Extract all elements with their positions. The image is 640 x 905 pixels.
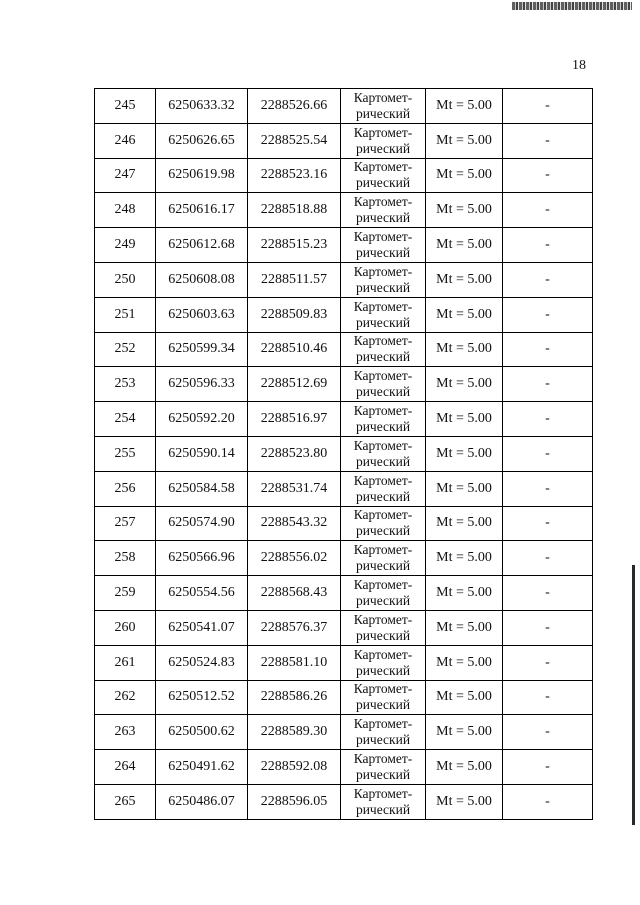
note-cell: - bbox=[503, 471, 593, 506]
method-line: Картомет- bbox=[353, 577, 413, 593]
x-coordinate-cell: 6250524.83 bbox=[156, 645, 248, 680]
method-cell bbox=[341, 715, 426, 750]
note-cell: - bbox=[503, 193, 593, 228]
y-coordinate-cell: 2288576.37 bbox=[248, 610, 341, 645]
method-line: Картомет- bbox=[353, 403, 413, 419]
x-coordinate-cell: 6250491.62 bbox=[156, 750, 248, 785]
table-row bbox=[95, 471, 593, 506]
point-number-cell: 258 bbox=[95, 541, 156, 576]
method-line: рический bbox=[355, 523, 411, 539]
accuracy-cell: Mt = 5.00 bbox=[426, 193, 503, 228]
y-coordinate-cell: 2288525.54 bbox=[248, 123, 341, 158]
method-cell bbox=[341, 436, 426, 471]
method-line: Картомет- bbox=[353, 751, 413, 767]
method-cell bbox=[341, 158, 426, 193]
method-line: рический bbox=[355, 140, 411, 156]
table-row bbox=[95, 680, 593, 715]
accuracy-cell: Mt = 5.00 bbox=[426, 123, 503, 158]
y-coordinate-cell: 2288526.66 bbox=[248, 89, 341, 124]
accuracy-cell: Mt = 5.00 bbox=[426, 471, 503, 506]
method-line: рический bbox=[355, 697, 411, 713]
y-coordinate-cell: 2288518.88 bbox=[248, 193, 341, 228]
accuracy-cell: Mt = 5.00 bbox=[426, 750, 503, 785]
method-cell bbox=[341, 297, 426, 332]
point-number-cell: 259 bbox=[95, 576, 156, 611]
y-coordinate-cell: 2288523.80 bbox=[248, 436, 341, 471]
point-number-cell: 253 bbox=[95, 367, 156, 402]
method-line: Картомет- bbox=[353, 507, 413, 523]
note-cell: - bbox=[503, 576, 593, 611]
method-line: Картомет- bbox=[353, 333, 413, 349]
method-line: рический bbox=[355, 732, 411, 748]
y-coordinate-cell: 2288509.83 bbox=[248, 297, 341, 332]
table-row bbox=[95, 297, 593, 332]
point-number-cell: 263 bbox=[95, 715, 156, 750]
x-coordinate-cell: 6250596.33 bbox=[156, 367, 248, 402]
point-number-cell: 262 bbox=[95, 680, 156, 715]
coordinates-table-body bbox=[95, 89, 593, 820]
y-coordinate-cell: 2288511.57 bbox=[248, 262, 341, 297]
method-line: Картомет- bbox=[353, 124, 413, 140]
note-cell: - bbox=[503, 506, 593, 541]
table-row bbox=[95, 576, 593, 611]
method-line: Картомет- bbox=[353, 611, 413, 627]
method-cell bbox=[341, 610, 426, 645]
point-number-cell: 261 bbox=[95, 645, 156, 680]
method-line: Картомет- bbox=[353, 89, 413, 105]
table-row bbox=[95, 645, 593, 680]
method-cell bbox=[341, 784, 426, 819]
table-row bbox=[95, 193, 593, 228]
point-number-cell: 249 bbox=[95, 228, 156, 263]
table-row bbox=[95, 610, 593, 645]
point-number-cell: 264 bbox=[95, 750, 156, 785]
method-line: Картомет- bbox=[353, 194, 413, 210]
method-line: Картомет- bbox=[353, 229, 413, 245]
y-coordinate-cell: 2288515.23 bbox=[248, 228, 341, 263]
method-line: рический bbox=[355, 453, 411, 469]
y-coordinate-cell: 2288543.32 bbox=[248, 506, 341, 541]
table-row bbox=[95, 158, 593, 193]
accuracy-cell: Mt = 5.00 bbox=[426, 367, 503, 402]
point-number-cell: 255 bbox=[95, 436, 156, 471]
note-cell: - bbox=[503, 262, 593, 297]
point-number-cell: 246 bbox=[95, 123, 156, 158]
x-coordinate-cell: 6250626.65 bbox=[156, 123, 248, 158]
x-coordinate-cell: 6250608.08 bbox=[156, 262, 248, 297]
point-number-cell: 251 bbox=[95, 297, 156, 332]
method-line: Картомет- bbox=[353, 263, 413, 279]
x-coordinate-cell: 6250592.20 bbox=[156, 402, 248, 437]
method-cell bbox=[341, 228, 426, 263]
method-line: рический bbox=[355, 175, 411, 191]
point-number-cell: 257 bbox=[95, 506, 156, 541]
method-line: Картомет- bbox=[353, 159, 413, 175]
note-cell: - bbox=[503, 784, 593, 819]
method-line: рический bbox=[355, 105, 411, 121]
method-line: рический bbox=[355, 210, 411, 226]
method-line: рический bbox=[355, 767, 411, 783]
point-number-cell: 245 bbox=[95, 89, 156, 124]
accuracy-cell: Mt = 5.00 bbox=[426, 680, 503, 715]
x-coordinate-cell: 6250574.90 bbox=[156, 506, 248, 541]
y-coordinate-cell: 2288523.16 bbox=[248, 158, 341, 193]
note-cell: - bbox=[503, 332, 593, 367]
method-line: Картомет- bbox=[353, 681, 413, 697]
accuracy-cell: Mt = 5.00 bbox=[426, 228, 503, 263]
point-number-cell: 254 bbox=[95, 402, 156, 437]
method-line: Картомет- bbox=[353, 368, 413, 384]
point-number-cell: 250 bbox=[95, 262, 156, 297]
method-line: рический bbox=[355, 558, 411, 574]
accuracy-cell: Mt = 5.00 bbox=[426, 715, 503, 750]
table-row bbox=[95, 715, 593, 750]
accuracy-cell: Mt = 5.00 bbox=[426, 262, 503, 297]
x-coordinate-cell: 6250541.07 bbox=[156, 610, 248, 645]
x-coordinate-cell: 6250612.68 bbox=[156, 228, 248, 263]
note-cell: - bbox=[503, 297, 593, 332]
method-line: Картомет- bbox=[353, 437, 413, 453]
method-line: рический bbox=[355, 349, 411, 365]
table-row bbox=[95, 89, 593, 124]
y-coordinate-cell: 2288596.05 bbox=[248, 784, 341, 819]
accuracy-cell: Mt = 5.00 bbox=[426, 645, 503, 680]
y-coordinate-cell: 2288581.10 bbox=[248, 645, 341, 680]
method-line: рический bbox=[355, 662, 411, 678]
table-row bbox=[95, 332, 593, 367]
y-coordinate-cell: 2288589.30 bbox=[248, 715, 341, 750]
note-cell: - bbox=[503, 89, 593, 124]
point-number-cell: 248 bbox=[95, 193, 156, 228]
method-line: рический bbox=[355, 801, 411, 817]
method-cell bbox=[341, 402, 426, 437]
note-cell: - bbox=[503, 680, 593, 715]
accuracy-cell: Mt = 5.00 bbox=[426, 784, 503, 819]
note-cell: - bbox=[503, 541, 593, 576]
method-line: Картомет- bbox=[353, 542, 413, 558]
note-cell: - bbox=[503, 158, 593, 193]
table-row bbox=[95, 228, 593, 263]
y-coordinate-cell: 2288556.02 bbox=[248, 541, 341, 576]
scan-edge-line bbox=[632, 565, 635, 825]
method-line: рический bbox=[355, 419, 411, 435]
x-coordinate-cell: 6250599.34 bbox=[156, 332, 248, 367]
page-number: 18 bbox=[572, 58, 586, 73]
point-number-cell: 260 bbox=[95, 610, 156, 645]
y-coordinate-cell: 2288512.69 bbox=[248, 367, 341, 402]
coordinates-table bbox=[94, 88, 593, 820]
method-line: рический bbox=[355, 314, 411, 330]
point-number-cell: 252 bbox=[95, 332, 156, 367]
y-coordinate-cell: 2288516.97 bbox=[248, 402, 341, 437]
scan-artifact-mark bbox=[512, 2, 632, 10]
method-line: рический bbox=[355, 627, 411, 643]
table-row bbox=[95, 541, 593, 576]
x-coordinate-cell: 6250616.17 bbox=[156, 193, 248, 228]
method-cell bbox=[341, 123, 426, 158]
accuracy-cell: Mt = 5.00 bbox=[426, 541, 503, 576]
note-cell: - bbox=[503, 750, 593, 785]
point-number-cell: 256 bbox=[95, 471, 156, 506]
method-line: Картомет- bbox=[353, 298, 413, 314]
x-coordinate-cell: 6250584.58 bbox=[156, 471, 248, 506]
table-row bbox=[95, 784, 593, 819]
method-cell bbox=[341, 332, 426, 367]
accuracy-cell: Mt = 5.00 bbox=[426, 332, 503, 367]
note-cell: - bbox=[503, 367, 593, 402]
note-cell: - bbox=[503, 715, 593, 750]
method-line: рический bbox=[355, 384, 411, 400]
accuracy-cell: Mt = 5.00 bbox=[426, 297, 503, 332]
method-cell bbox=[341, 89, 426, 124]
accuracy-cell: Mt = 5.00 bbox=[426, 402, 503, 437]
method-line: Картомет- bbox=[353, 646, 413, 662]
method-cell bbox=[341, 576, 426, 611]
note-cell: - bbox=[503, 645, 593, 680]
y-coordinate-cell: 2288568.43 bbox=[248, 576, 341, 611]
method-line: рический bbox=[355, 488, 411, 504]
table-row bbox=[95, 123, 593, 158]
method-line: рический bbox=[355, 245, 411, 261]
table-row bbox=[95, 402, 593, 437]
table-row bbox=[95, 750, 593, 785]
point-number-cell: 265 bbox=[95, 784, 156, 819]
x-coordinate-cell: 6250500.62 bbox=[156, 715, 248, 750]
x-coordinate-cell: 6250590.14 bbox=[156, 436, 248, 471]
note-cell: - bbox=[503, 123, 593, 158]
method-cell bbox=[341, 541, 426, 576]
table-row bbox=[95, 506, 593, 541]
x-coordinate-cell: 6250486.07 bbox=[156, 784, 248, 819]
note-cell: - bbox=[503, 228, 593, 263]
accuracy-cell: Mt = 5.00 bbox=[426, 158, 503, 193]
y-coordinate-cell: 2288592.08 bbox=[248, 750, 341, 785]
x-coordinate-cell: 6250603.63 bbox=[156, 297, 248, 332]
method-line: Картомет- bbox=[353, 716, 413, 732]
method-cell bbox=[341, 645, 426, 680]
method-line: рический bbox=[355, 593, 411, 609]
table-row bbox=[95, 367, 593, 402]
accuracy-cell: Mt = 5.00 bbox=[426, 610, 503, 645]
point-number-cell: 247 bbox=[95, 158, 156, 193]
x-coordinate-cell: 6250633.32 bbox=[156, 89, 248, 124]
method-cell bbox=[341, 367, 426, 402]
accuracy-cell: Mt = 5.00 bbox=[426, 89, 503, 124]
y-coordinate-cell: 2288531.74 bbox=[248, 471, 341, 506]
method-cell bbox=[341, 506, 426, 541]
method-cell bbox=[341, 262, 426, 297]
y-coordinate-cell: 2288586.26 bbox=[248, 680, 341, 715]
x-coordinate-cell: 6250619.98 bbox=[156, 158, 248, 193]
table-row bbox=[95, 436, 593, 471]
method-cell bbox=[341, 471, 426, 506]
method-line: Картомет- bbox=[353, 785, 413, 801]
method-cell bbox=[341, 680, 426, 715]
method-line: Картомет- bbox=[353, 472, 413, 488]
accuracy-cell: Mt = 5.00 bbox=[426, 436, 503, 471]
y-coordinate-cell: 2288510.46 bbox=[248, 332, 341, 367]
note-cell: - bbox=[503, 402, 593, 437]
method-line: рический bbox=[355, 279, 411, 295]
x-coordinate-cell: 6250512.52 bbox=[156, 680, 248, 715]
accuracy-cell: Mt = 5.00 bbox=[426, 576, 503, 611]
table-row bbox=[95, 262, 593, 297]
note-cell: - bbox=[503, 436, 593, 471]
note-cell: - bbox=[503, 610, 593, 645]
method-cell bbox=[341, 750, 426, 785]
accuracy-cell: Mt = 5.00 bbox=[426, 506, 503, 541]
x-coordinate-cell: 6250554.56 bbox=[156, 576, 248, 611]
x-coordinate-cell: 6250566.96 bbox=[156, 541, 248, 576]
method-cell bbox=[341, 193, 426, 228]
